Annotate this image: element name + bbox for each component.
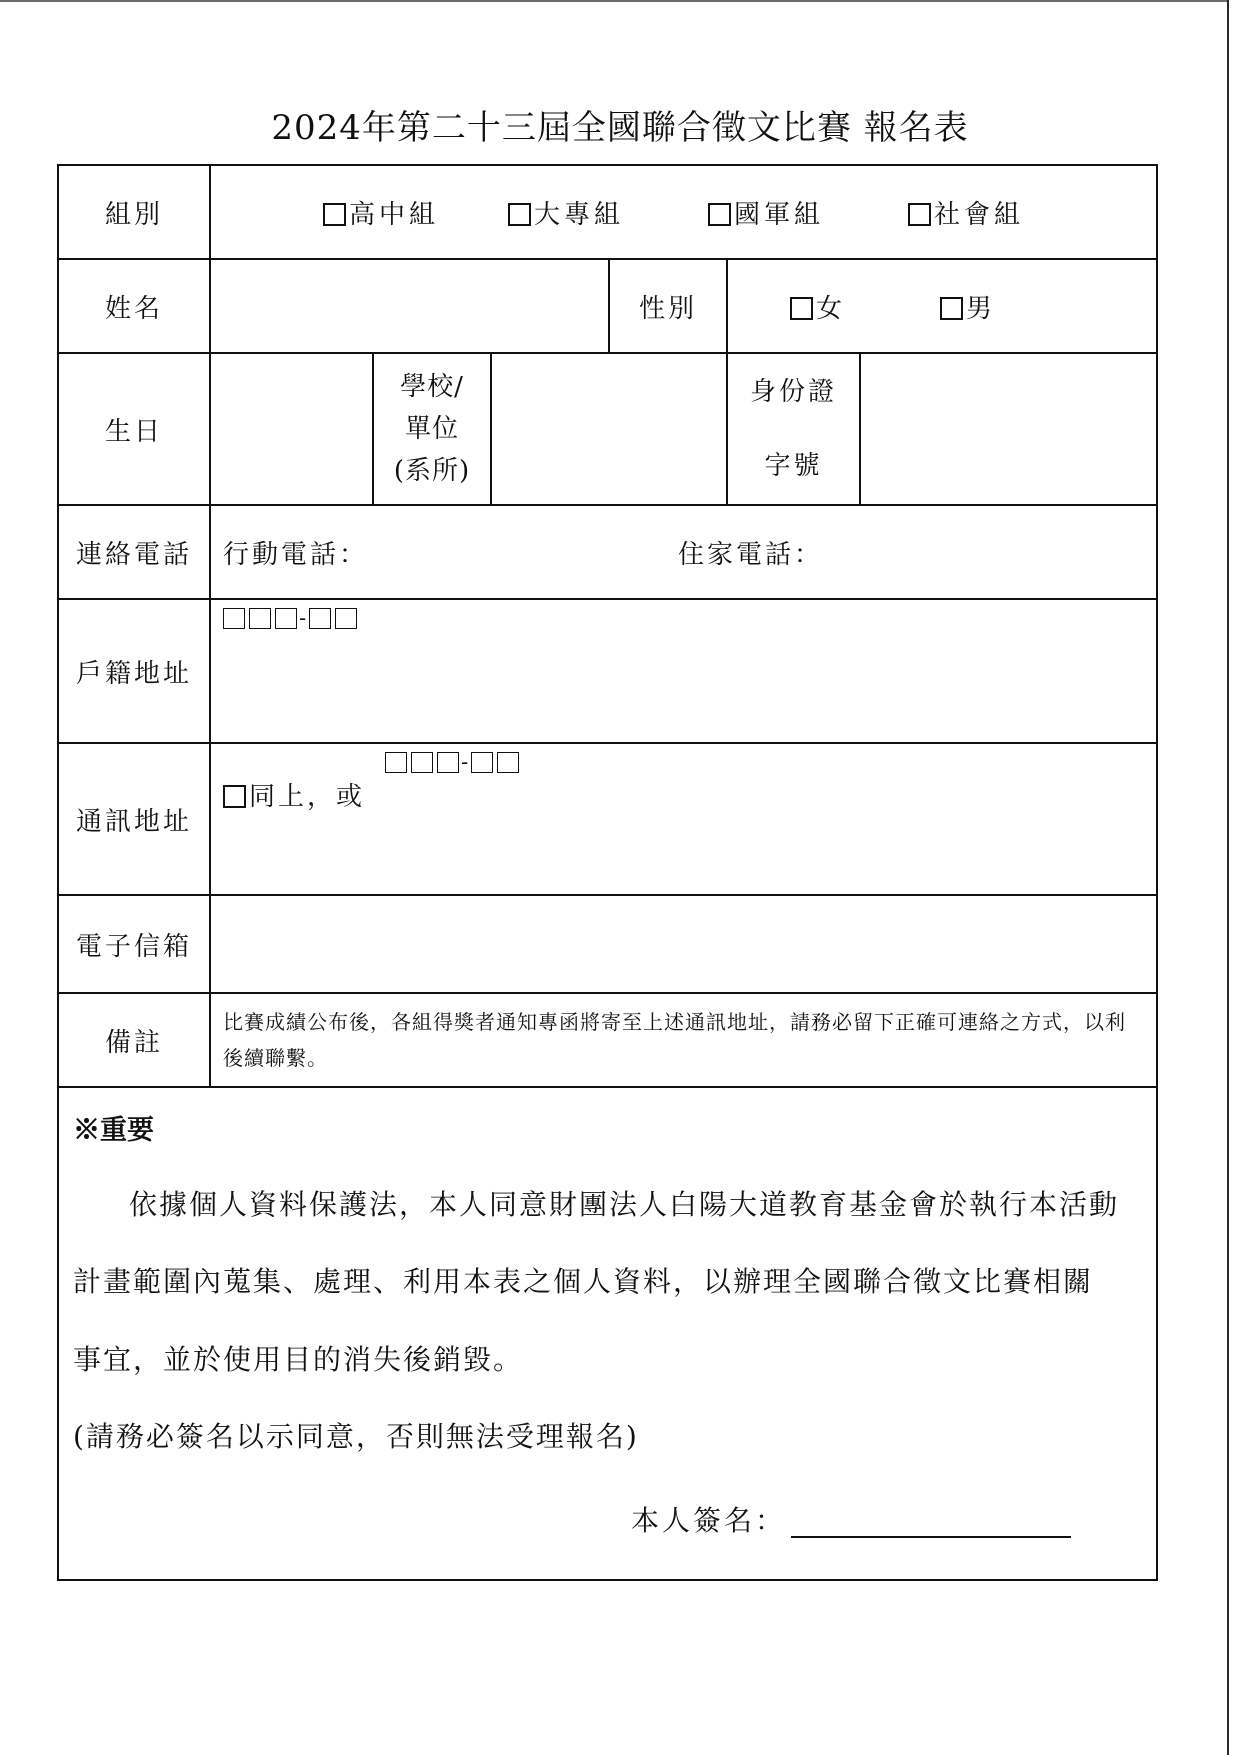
email-field[interactable]	[210, 895, 1157, 993]
checkbox-icon[interactable]	[223, 785, 246, 808]
email-row	[58, 895, 1157, 993]
remarks-text: 比賽成績公布後，各組得獎者通知專函將寄至上述通訊地址，請務必留下正確可連絡之方式，以利後續聯繫。	[210, 993, 1157, 1087]
group-option-military[interactable]: 國軍組	[708, 194, 908, 231]
name-field[interactable]	[210, 259, 609, 353]
postal-code-boxes[interactable]: -	[223, 606, 1144, 630]
registered-address-row	[58, 599, 1157, 743]
same-as-above-option[interactable]: 同上，或	[223, 776, 365, 813]
mobile-phone-field[interactable]: 行動電話：	[223, 539, 369, 570]
group-option-college[interactable]: 大專組	[508, 194, 708, 231]
remarks-row	[58, 993, 1157, 1087]
important-row	[58, 1087, 1157, 1580]
group-option-high-school[interactable]: 高中組	[323, 194, 508, 231]
remarks-label: 備註	[58, 993, 210, 1087]
mailing-address-label: 通訊地址	[58, 743, 210, 895]
phone-label: 連絡電話	[58, 505, 210, 599]
gender-option-female[interactable]: 女	[790, 288, 940, 325]
form-title: 2024年第二十三屆全國聯合徵文比賽 報名表	[271, 108, 969, 148]
school-field[interactable]	[491, 353, 727, 505]
important-section	[58, 1087, 1157, 1580]
scan-right-edge	[1227, 0, 1229, 1755]
consent-line-2: 計畫範圍內蒐集、處理、利用本表之個人資料，以辦理全國聯合徵文比賽相關	[73, 1265, 1094, 1298]
checkbox-icon[interactable]	[908, 203, 931, 226]
birth-label: 生日	[58, 353, 210, 505]
registered-address-field[interactable]	[210, 599, 1157, 743]
phone-fields	[210, 505, 1157, 599]
checkbox-icon[interactable]	[790, 297, 813, 320]
gender-options	[727, 259, 1157, 353]
consent-line-1: 依據個人資料保護法，本人同意財團法人白陽大道教育基金會於執行本活動	[129, 1188, 1120, 1221]
id-number-field[interactable]	[860, 353, 1157, 505]
registration-form-table	[57, 164, 1158, 1581]
birth-field[interactable]	[210, 353, 373, 505]
checkbox-icon[interactable]	[708, 203, 731, 226]
id-number-label: 身份證 字號	[727, 353, 860, 505]
phone-row	[58, 505, 1157, 599]
gender-option-male[interactable]: 男	[940, 288, 996, 325]
group-label: 組別	[58, 165, 210, 259]
school-label: 學校/ 單位 (系所)	[373, 353, 491, 505]
group-options	[210, 165, 1157, 259]
checkbox-icon[interactable]	[508, 203, 531, 226]
registered-address-label: 戶籍地址	[58, 599, 210, 743]
name-label: 姓名	[58, 259, 210, 353]
email-label: 電子信箱	[58, 895, 210, 993]
important-heading: ※重要	[73, 1115, 154, 1146]
postal-code-boxes[interactable]: -	[385, 750, 523, 774]
gender-label: 性別	[609, 259, 727, 353]
group-option-public[interactable]: 社會組	[908, 194, 1024, 231]
checkbox-icon[interactable]	[940, 297, 963, 320]
signature-label: 本人簽名：	[631, 1504, 787, 1537]
group-row	[58, 165, 1157, 259]
home-phone-field[interactable]: 住家電話：	[678, 539, 824, 570]
mailing-address-field[interactable]	[210, 743, 1157, 895]
consent-line-3: 事宜，並於使用目的消失後銷毀。	[73, 1343, 524, 1376]
birth-row	[58, 353, 1157, 505]
signature-instruction: (請務必簽名以示同意，否則無法受理報名)	[73, 1420, 639, 1453]
scan-top-edge	[0, 0, 1228, 2]
checkbox-icon[interactable]	[323, 203, 346, 226]
mailing-address-row	[58, 743, 1157, 895]
name-row	[58, 259, 1157, 353]
signature-line[interactable]	[791, 1536, 1071, 1538]
